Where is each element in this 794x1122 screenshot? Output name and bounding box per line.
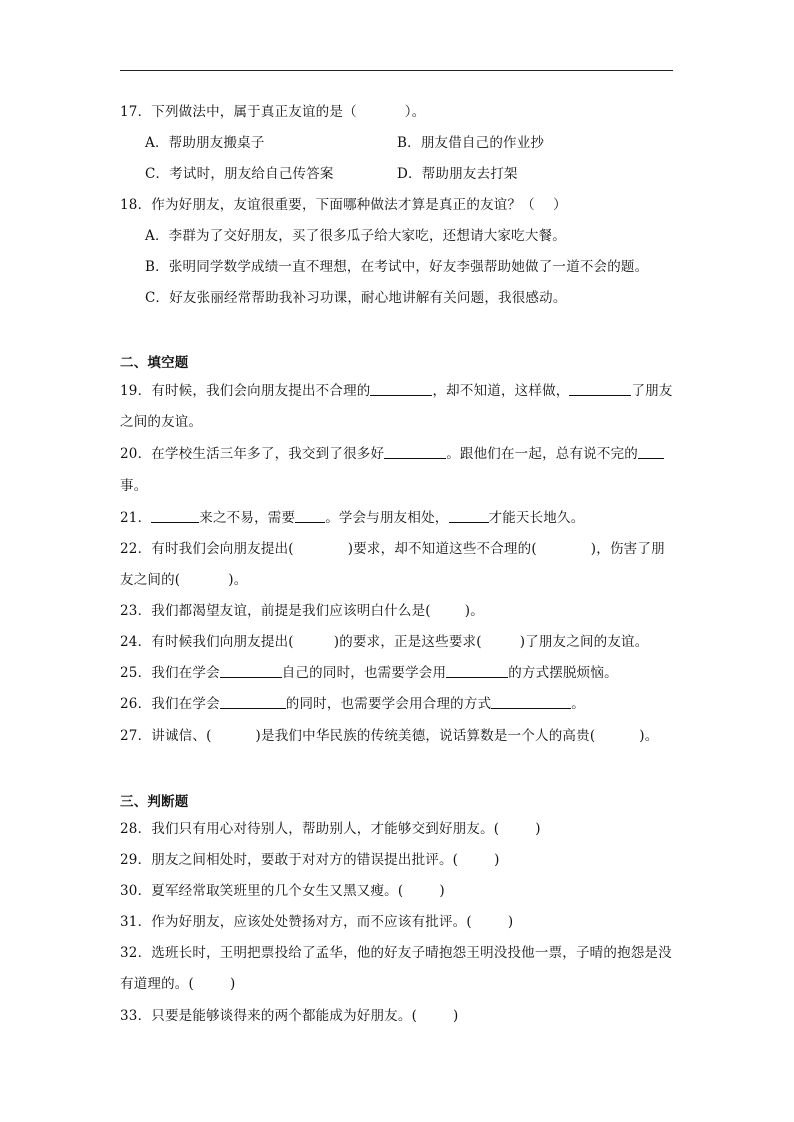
question-text: ): [535, 821, 541, 837]
question-text: )，伤害了朋: [590, 541, 665, 557]
question-text: )的要求，正是这些要求(: [333, 634, 482, 650]
question-text: 21．: [120, 510, 152, 526]
question-25: [120, 663, 618, 683]
option-text: A．帮助朋友搬桌子: [145, 135, 265, 151]
option-text: B．朋友借自己的作业抄: [397, 135, 545, 151]
section-heading-true-false: [120, 792, 189, 812]
fill-blank[interactable]: [151, 508, 199, 523]
question-19: [120, 381, 673, 401]
question-text: 。跟他们在一起，总有说不完的: [446, 446, 638, 462]
question-32-cont: [120, 974, 235, 994]
question-text: 之间的友谊。: [120, 414, 203, 430]
option-text: C．考试时，朋友给自己传答案: [145, 166, 334, 182]
question-text: )。: [464, 603, 484, 619]
header-rule: [120, 70, 673, 71]
option-text: A．李群为了交好朋友，买了很多瓜子给大家吃，还想请大家吃大餐。: [145, 228, 566, 244]
q18-option-b: [145, 257, 648, 277]
question-32: [120, 943, 672, 963]
question-text: ）。: [404, 104, 426, 120]
question-text: 22．有时我们会向朋友提出(: [120, 541, 294, 557]
q17-option-d: [397, 164, 518, 184]
q17-option-b: [397, 133, 544, 153]
question-text: 25．我们在学会: [120, 665, 220, 681]
fill-blank[interactable]: [638, 444, 664, 459]
fill-blank[interactable]: [370, 381, 432, 396]
question-19-cont: [120, 412, 202, 432]
question-text: 23．我们都渴望友谊，前提是我们应该明白什么是(: [120, 603, 431, 619]
question-text: )了朋友之间的友谊。: [519, 634, 649, 650]
question-27: [120, 726, 658, 746]
question-text: 20．在学校生活三年多了，我交到了很多好: [120, 446, 385, 462]
question-text: 的同时，也需要学会用合理的方式: [285, 696, 492, 712]
q18-option-a: [145, 226, 566, 246]
question-text: 27．讲诚信、(: [120, 728, 212, 744]
fill-blank[interactable]: [569, 381, 631, 396]
question-text: ): [453, 1008, 459, 1024]
question-text: 友之间的(: [120, 572, 181, 588]
question-text: ): [439, 883, 445, 899]
question-text: ): [507, 914, 514, 930]
fill-blank[interactable]: [446, 663, 508, 678]
fill-blank[interactable]: [220, 663, 282, 678]
section-heading-fill-blank: [120, 353, 189, 373]
question-text: 32．选班长时，王明把票投给了孟华，他的好友子晴抱怨王明没投他一票，子晴的抱怨是没: [120, 945, 672, 961]
option-text: B．张明同学数学成绩一直不理想，在考试中，好友李强帮助她做了一道不会的题。: [145, 259, 649, 275]
question-text: 31．作为好朋友，应该处处赞扬对方，而不应该有批评。(: [120, 914, 472, 930]
question-text: 29．朋友之间相处时，要敢于对对方的错误提出批评。(: [120, 852, 459, 868]
question-17: [120, 102, 425, 122]
question-29: [120, 850, 500, 870]
question-text: 才能天长地久。: [488, 510, 585, 526]
question-text: 30．夏军经常取笑班里的几个女生又黑又瘦。(: [120, 883, 404, 899]
question-22: [120, 539, 665, 559]
q18-option-c: [145, 288, 567, 308]
question-text: 28．我们只有用心对待别人，帮助别人，才能够交到好朋友。(: [120, 821, 500, 837]
section-title: 三、判断题: [120, 794, 189, 810]
question-text: 17．下列做法中，属于真正友谊的是（: [120, 104, 357, 120]
question-text: 24．有时候我们向朋友提出(: [120, 634, 294, 650]
question-text: 18．作为好朋友，友谊很重要，下面哪种做法才算是真正的友谊？（ ）: [120, 197, 567, 213]
question-26: [120, 694, 585, 714]
fill-blank[interactable]: [220, 694, 286, 709]
question-text: 26．我们在学会: [120, 696, 220, 712]
question-text: 来之不易，需要: [199, 510, 296, 526]
option-text: D．帮助朋友去打架: [397, 166, 518, 182]
question-text: 了朋友: [631, 383, 673, 399]
q17-option-c: [145, 164, 334, 184]
question-text: ，却不知道，这样做，: [432, 383, 570, 399]
question-text: 事。: [120, 478, 148, 494]
question-28: [120, 819, 541, 839]
question-text: 19．有时候，我们会向朋友提出不合理的: [120, 383, 371, 399]
question-text: ): [229, 976, 236, 992]
question-text: )。: [228, 572, 248, 588]
question-20-cont: [120, 476, 147, 496]
fill-blank[interactable]: [449, 508, 489, 523]
question-18: [120, 195, 567, 215]
question-text: )。: [639, 728, 659, 744]
question-text: )是我们中华民族的传统美德，说话算数是一个人的高贵(: [255, 728, 596, 744]
question-31: [120, 912, 513, 932]
question-33: [120, 1006, 459, 1026]
question-text: 自己的同时，也需要学会用: [281, 665, 447, 681]
question-text: )要求，却不知道这些不合理的(: [347, 541, 537, 557]
question-22-cont: [120, 570, 247, 590]
fill-blank[interactable]: [491, 694, 571, 709]
question-text: 的方式摆脱烦恼。: [508, 665, 618, 681]
question-24: [120, 632, 648, 652]
q17-option-a: [145, 133, 265, 153]
question-text: 33．只要是能够谈得来的两个都能成为好朋友。(: [120, 1008, 418, 1024]
fill-blank[interactable]: [295, 508, 325, 523]
question-text: 有道理的。(: [120, 976, 194, 992]
question-text: ): [494, 852, 500, 868]
question-30: [120, 881, 445, 901]
section-title: 二、填空题: [120, 355, 189, 371]
question-text: 。学会与朋友相处，: [325, 510, 449, 526]
question-20: [120, 444, 664, 464]
question-21: [120, 508, 584, 528]
option-text: C．好友张丽经常帮助我补习功课，耐心地讲解有关问题，我很感动。: [145, 290, 567, 306]
question-23: [120, 601, 484, 621]
fill-blank[interactable]: [384, 444, 446, 459]
question-text: 。: [571, 696, 585, 712]
